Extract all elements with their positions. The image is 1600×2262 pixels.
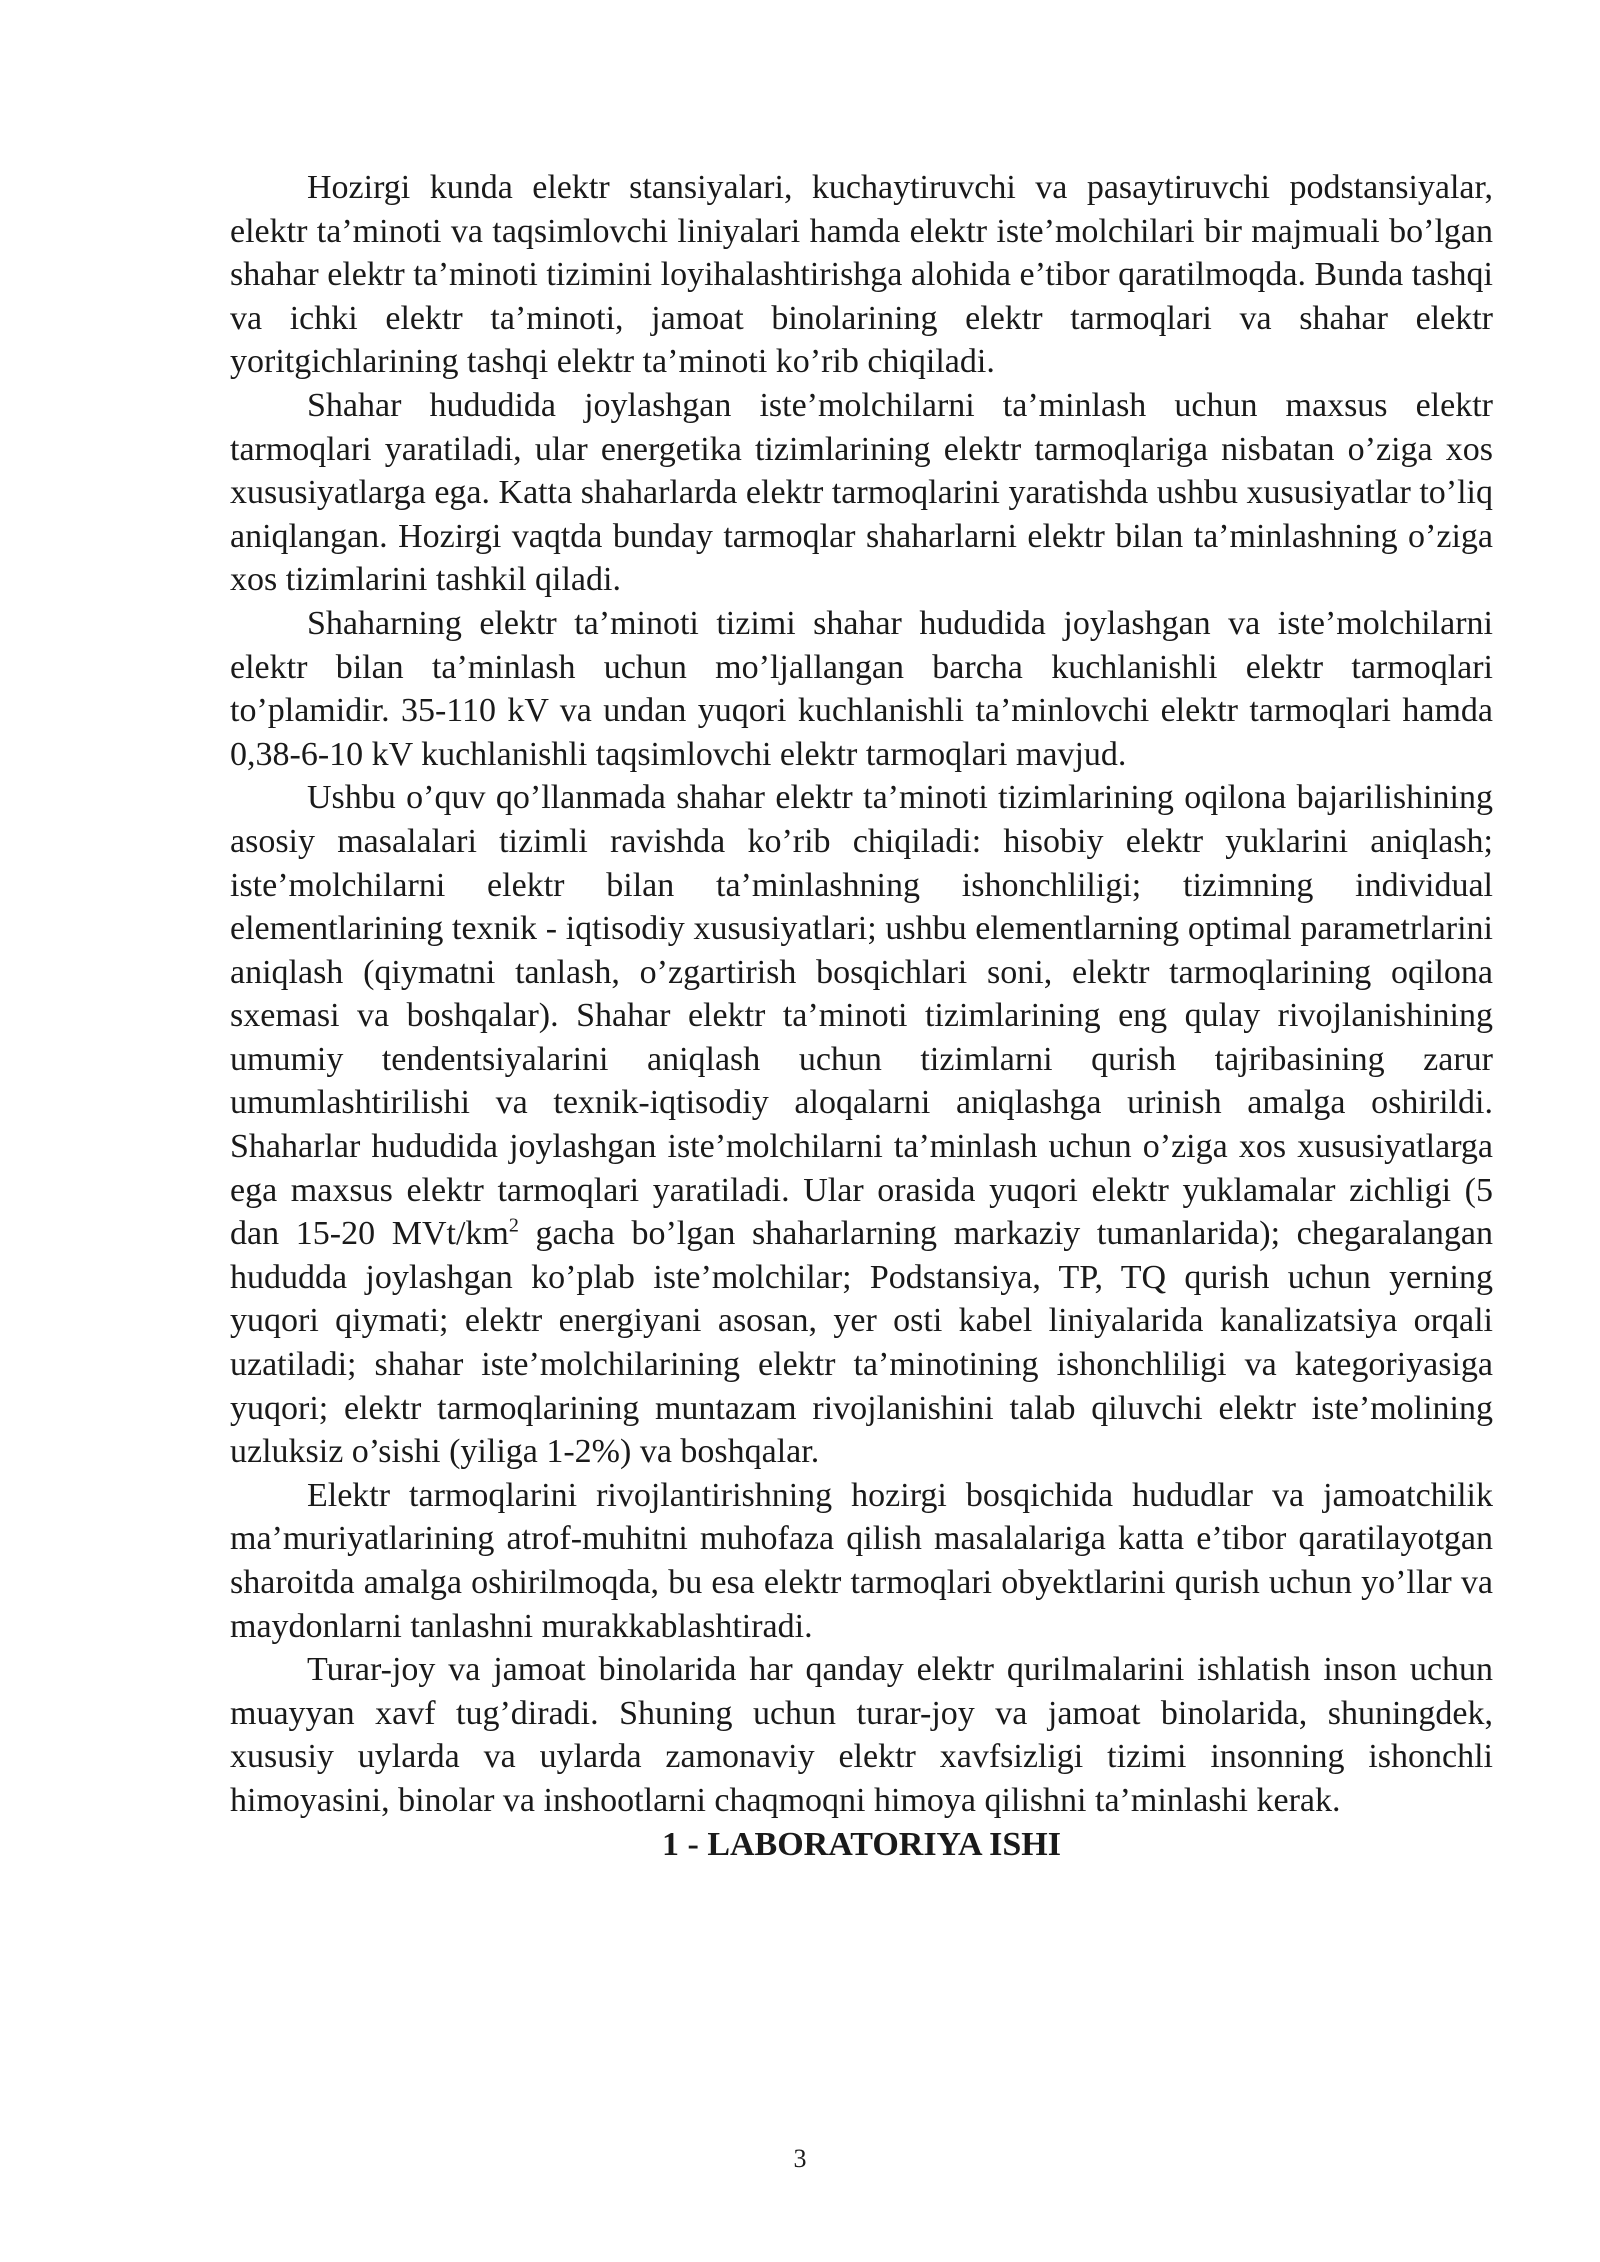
section-heading: 1 - LABORATORIYA ISHI [662,1825,1061,1863]
paragraph-textbook-scope-part-1: Ushbu o’quv qo’llanmada shahar elektr ta’minoti tizimlarining oqilona bajarilishining asosiy masalalari tizimli ravishda ko’rib chiqiladi: hisobiy elektr yuklarini aniqlash; iste’molchilarni elektr bilan ta’minlashning ishonchliligi; tizimning individual elementlarining texnik - iqtisodiy xususiyatlari; ushbu elementlarning optimal parametrlarini aniqlash (qiymatni tanlash, o’zgartirish bosqichlari soni, elektr tarmoqlarining oqilona sxemasi va boshqalar). Shahar elektr ta’minoti tizimlarining eng qulay rivojlanishining umumiy tendentsiyalarini aniqlash uchun tizimlarni qurish tajribasining zarur umumlashtirilishi va texnik-iqtisodiy aloqalarni aniqlashga urinish amalga oshirildi. Shaharlar hududida joylashgan iste’molchilarni ta’minlash uchun o’ziga xos xususiyatlarga ega maxsus elektr tarmoqlari yaratiladi. Ular orasida yuqori elektr yuklamalar zichligi (5 dan 15-20 MVt/km [230,779,1493,1253]
page-number: 3 [793,2144,807,2173]
superscript-squared: 2 [508,1214,519,1237]
document-page [230,166,1493,1866]
paragraph-development-stage: Elektr tarmoqlarini rivojlantirishning hozirgi bosqichida hududlar va jamoatchilik ma’muriyatlarining atrof-muhitni muhofaza qilish masalalariga katta e’tibor qaratilayotgan sharoitda amalga oshirilmoqda, bu esa elektr tarmoqlari obyektlarini qurish uchun yo’llar va maydonlarni tanlashni murakkablashtiradi. [230,1476,1493,1645]
paragraph-city-networks: Shahar hududida joylashgan iste’molchilarni ta’minlash uchun maxsus elektr tarmoqlari yaratiladi, ular energetika tizimlarining elektr tarmoqlariga nisbatan o’ziga xos xususiyatlarga ega. Katta shaharlarda elektr tarmoqlarini yaratishda ushbu xususiyatlar to’liq aniqlangan. Hozirgi vaqtda bunday tarmoqlar shaharlarni elektr bilan ta’minlashning o’ziga xos tizimlarini tashkil qiladi. [230,386,1493,599]
paragraph-electrical-safety: Turar-joy va jamoat binolarida har qanday elektr qurilmalarini ishlatish inson uchun muayyan xavf tug’diradi. Shuning uchun turar-joy va jamoat binolarida, shuningdek, xususiy uylarda va uylarda zamonaviy elektr xavfsizligi tizimi insonning ishonchli himoyasini, binolar va inshootlarni chaqmoqni himoya qilishni ta’minlashi kerak. [230,1651,1493,1819]
paragraph-textbook-scope-part-2: gacha bo’lgan shaharlarning markaziy tumanlarida); chegaralangan hududda joylashgan ko’plab iste’molchilar; Podstansiya, TP, TQ qurish uchun yerning yuqori qiymati; elektr energiyani asosan, yer osti kabel liniyalarida kanalizatsiya orqali uzatiladi; shahar iste’molchilarining elektr ta’minotining ishonchliligi va kategoriyasiga yuqori; elektr tarmoqlarining muntazam rivojlanishini talab qiluvchi elektr iste’molining uzluksiz o’sishi (yiliga 1-2%) va boshqalar. [230,1215,1493,1471]
paragraph-textbook-scope [230,776,1493,1474]
paragraph-supply-system: Shaharning elektr ta’minoti tizimi shahar hududida joylashgan va iste’molchilarni elektr bilan ta’minlash uchun mo’ljallangan barcha kuchlanishli elektr tarmoqlari to’plamidir. 35-110 kV va undan yuqori kuchlanishli ta’minlovchi elektr tarmoqlari hamda 0,38-6-10 kV kuchlanishli taqsimlovchi elektr tarmoqlari mavjud. [230,604,1493,773]
paragraph-intro: Hozirgi kunda elektr stansiyalari, kuchaytiruvchi va pasaytiruvchi podstansiyalar, elektr ta’minoti va taqsimlovchi liniyalari hamda elektr iste’molchilari bir majmuali bo’lgan shahar elektr ta’minoti tizimini loyihalashtirishga alohida e’tibor qaratilmoqda. Bunda tashqi va ichki elektr ta’minoti, jamoat binolarining elektr tarmoqlari va shahar elektr yoritgichlarining tashqi elektr ta’minoti ko’rib chiqiladi. [230,169,1493,381]
